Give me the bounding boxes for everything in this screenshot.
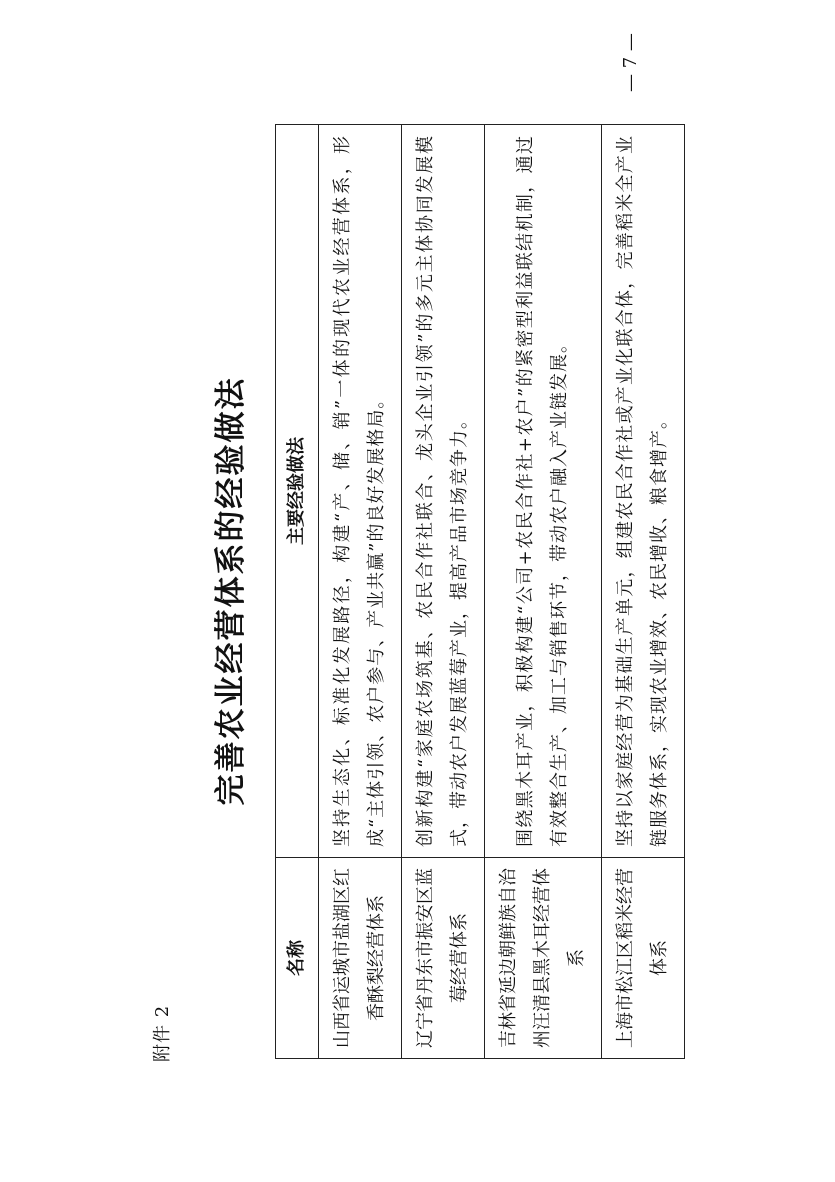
column-header-practice: 主要经验做法	[276, 125, 319, 858]
document-title: 完善农业经营体系的经验做法	[213, 376, 249, 806]
page-number: — 7 —	[620, 33, 641, 92]
table-row	[602, 125, 685, 1059]
column-header-name: 名称	[276, 858, 319, 1059]
row-practice-cell: 创新构建“家庭农场筑基、农民合作社联合、龙头企业引领”的多元主体协同发展模式，带动农户发展蓝莓产业，提高产品市场竞争力。	[402, 125, 485, 858]
row-practice-cell: 坚持以家庭经营为基础生产单元，组建农民合作社或产业化联合体，完善稻米全产业链服务体系，实现农业增效、农民增收、粮食增产。	[602, 125, 685, 858]
table-row	[402, 125, 485, 1059]
row-name-cell: 山西省运城市盐湖区红香酥梨经营体系	[319, 858, 402, 1059]
row-name-cell: 辽宁省丹东市振安区蓝莓经营体系	[402, 858, 485, 1059]
table-header-row	[276, 125, 319, 1059]
table-row	[319, 125, 402, 1059]
row-name-cell: 吉林省延边朝鲜族自治州汪清县黑木耳经营体系	[485, 858, 602, 1059]
table-row	[485, 125, 602, 1059]
row-name-cell: 上海市松江区稻米经营体系	[602, 858, 685, 1059]
annex-label: 附件 2	[152, 1004, 173, 1062]
row-practice-cell: 围绕黑木耳产业，积极构建“公司+农民合作社+农户”的紧密型利益联结机制，通过有效整合生产、加工与销售环节，带动农户融入产业链发展。	[485, 125, 602, 858]
experience-table	[275, 124, 685, 1059]
row-practice-cell: 坚持生态化、标准化发展路径，构建“产、储、销”一体的现代农业经营体系，形成“主体引领、农户参与、产业共赢”的良好发展格局。	[319, 125, 402, 858]
